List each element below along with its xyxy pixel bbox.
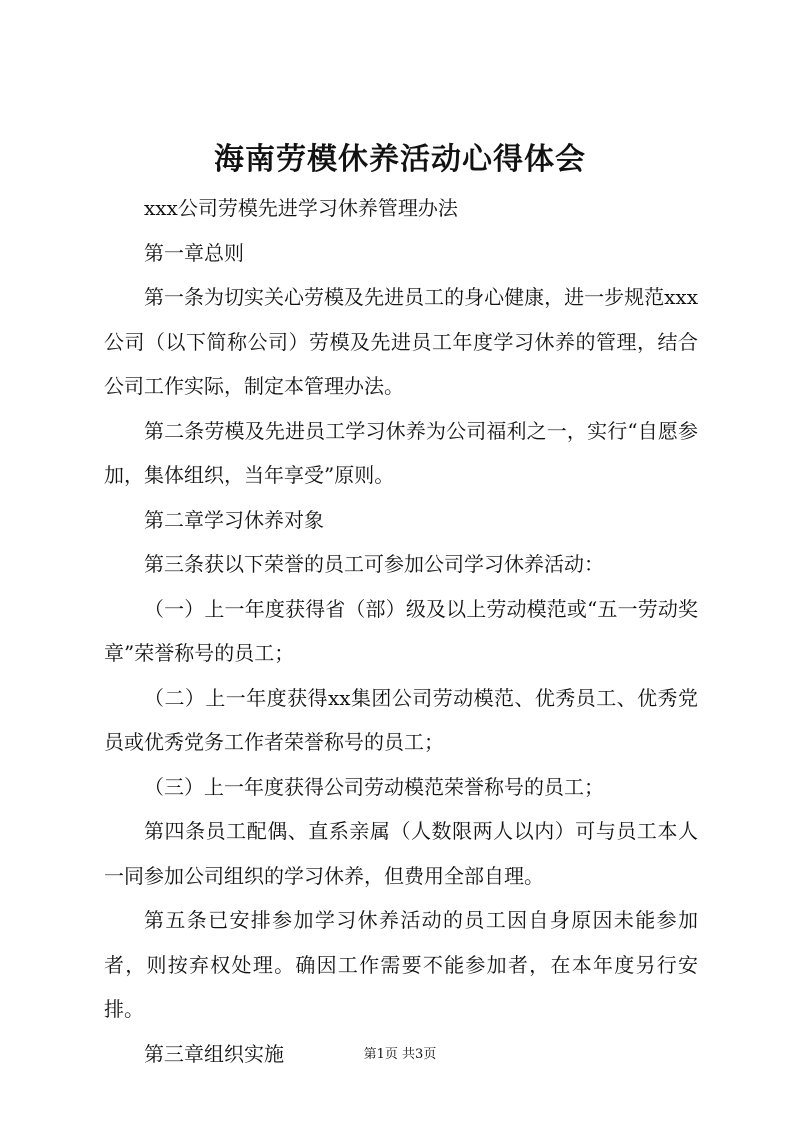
paragraph-subtitle: xxx公司劳模先进学习休养管理办法 <box>144 196 458 220</box>
chapter-heading: 第三章组织实施 <box>144 1041 284 1066</box>
list-item: （一）上一年度获得省（部）级及以上劳动模范或“五一劳动奖章”荣誉称号的员工； <box>104 596 698 665</box>
document-body <box>104 186 698 1076</box>
paragraph: 第二条劳模及先进员工学习休养为公司福利之一，实行“自愿参加，集体组织，当年享受”原则。 <box>104 418 698 487</box>
paragraph: 第三条获以下荣誉的员工可参加公司学习休养活动： <box>144 552 604 576</box>
paragraph: 第四条员工配偶、直系亲属（人数限两人以内）可与员工本人一同参加公司组织的学习休养，但费用全部自理。 <box>104 819 698 888</box>
page-footer: 第1页 共3页 <box>363 1047 437 1062</box>
chapter-heading: 第二章学习休养对象 <box>144 507 324 532</box>
document-title: 海南劳模休养活动心得体会 <box>214 142 586 177</box>
chapter-heading: 第一章总则 <box>144 240 244 265</box>
list-item: （二）上一年度获得xx集团公司劳动模范、优秀员工、优秀党员或优秀党务工作者荣誉称号的员工； <box>104 685 698 754</box>
list-item: （三）上一年度获得公司劳动模范荣誉称号的员工； <box>144 774 604 799</box>
paragraph: 第五条已安排参加学习休养活动的员工因自身原因未能参加者，则按弃权处理。确因工作需要不能参加者，在本年度另行安排。 <box>104 908 698 1021</box>
paragraph: 第一条为切实关心劳模及先进员工的身心健康，进一步规范xxx公司（以下简称公司）劳模及先进员工年度学习休养的管理，结合公司工作实际，制定本管理办法。 <box>104 285 698 398</box>
